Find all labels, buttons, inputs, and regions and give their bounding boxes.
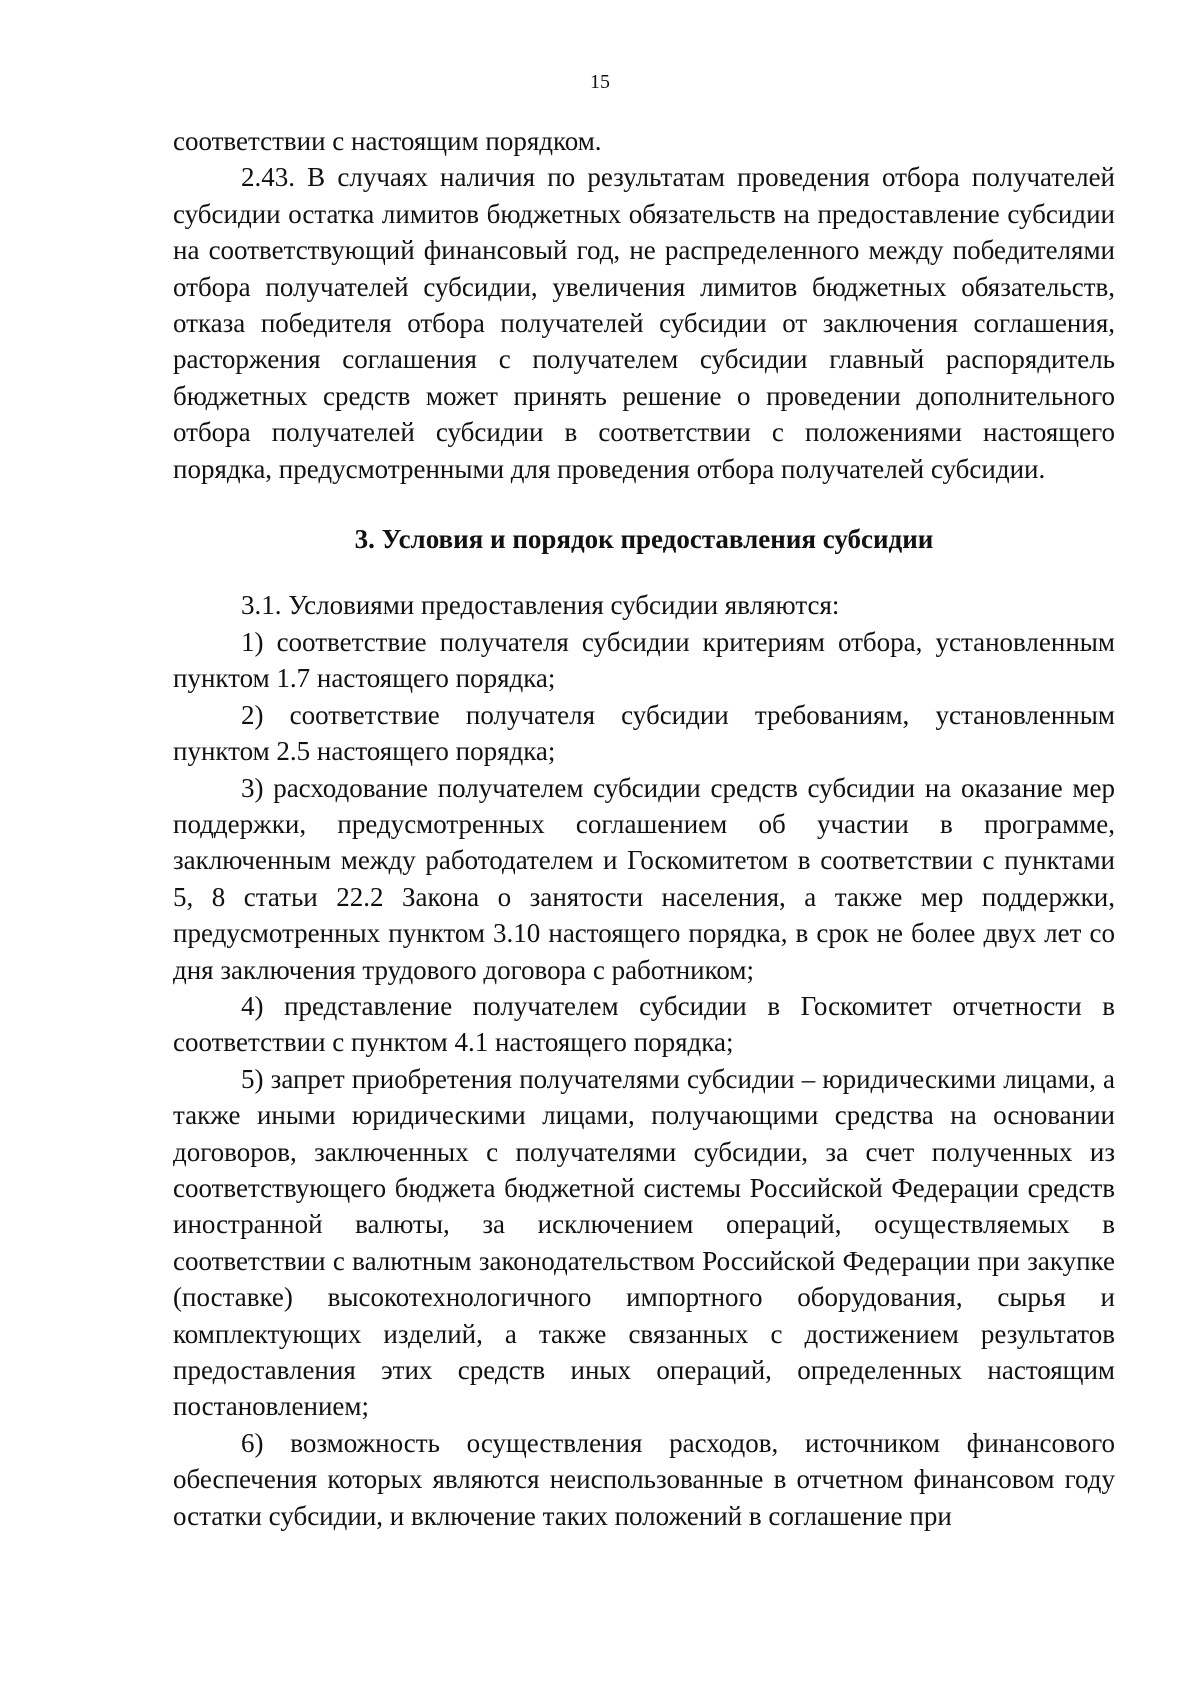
section-heading: 3. Условия и порядок предоставления субсидии: [354, 524, 934, 555]
list-item-2: 2) соответствие получателя субсидии требованиям, установленным пунктом 2.5 настоящего порядка;: [173, 699, 1115, 767]
document-body: [173, 123, 1115, 1534]
page-number: 15: [590, 71, 610, 93]
list-item-6: 6) возможность осуществления расходов, источником финансового обеспечения которых являются неиспользованные в отчетном финансовом году остатки субсидии, и включение таких положений в соглашение при: [173, 1427, 1115, 1531]
paragraph-continuation: соответствии с настоящим порядком.: [173, 126, 602, 156]
paragraph-2-43: 2.43. В случаях наличия по результатам проведения отбора получателей субсидии остатка лимитов бюджетных обязательств на предоставление субсидии на соответствующий финансовый год, не распределенного между победителями отбора получателей субсидии, увеличения лимитов бюджетных обязательств, отказа победителя отбора получателей субсидии от заключения соглашения, расторжения соглашения с получателем субсидии главный распорядитель бюджетных средств может принять решение о проведении дополнительного отбора получателей субсидии в соответствии с положениями настоящего порядка, предусмотренными для проведения отбора получателей субсидии.: [173, 162, 1115, 484]
list-item-4: 4) представление получателем субсидии в Госкомитет отчетности в соответствии с пунктом 4.1 настоящего порядка;: [173, 990, 1115, 1058]
list-item-5: 5) запрет приобретения получателями субсидии – юридическими лицами, а также иными юридическими лицами, получающими средства на основании договоров, заключенных с получателями субсидии, за счет полученных из соответствующего бюджета бюджетной системы Российской Федерации средств иностранной валюты, за исключением операций, осуществляемых в соответствии с валютным законодательством Российской Федерации при закупке (поставке) высокотехнологичного импортного оборудования, сырья и комплектующих изделий, а также связанных с достижением результатов предоставления этих средств иных операций, определенных настоящим постановлением;: [173, 1063, 1115, 1422]
paragraph-3-1: 3.1. Условиями предоставления субсидии являются:: [241, 590, 840, 621]
list-item-3: 3) расходование получателем субсидии средств субсидии на оказание мер поддержки, предусмотренных соглашением об участии в программе, заключенным между работодателем и Госкомитетом в соответствии с пунктами 5, 8 статьи 22.2 Закона о занятости населения, а также мер поддержки, предусмотренных пунктом 3.10 настоящего порядка, в срок не более двух лет со дня заключения трудового договора с работником;: [173, 772, 1115, 985]
list-item-1: 1) соответствие получателя субсидии критериям отбора, установленным пунктом 1.7 настоящего порядка;: [173, 626, 1115, 694]
